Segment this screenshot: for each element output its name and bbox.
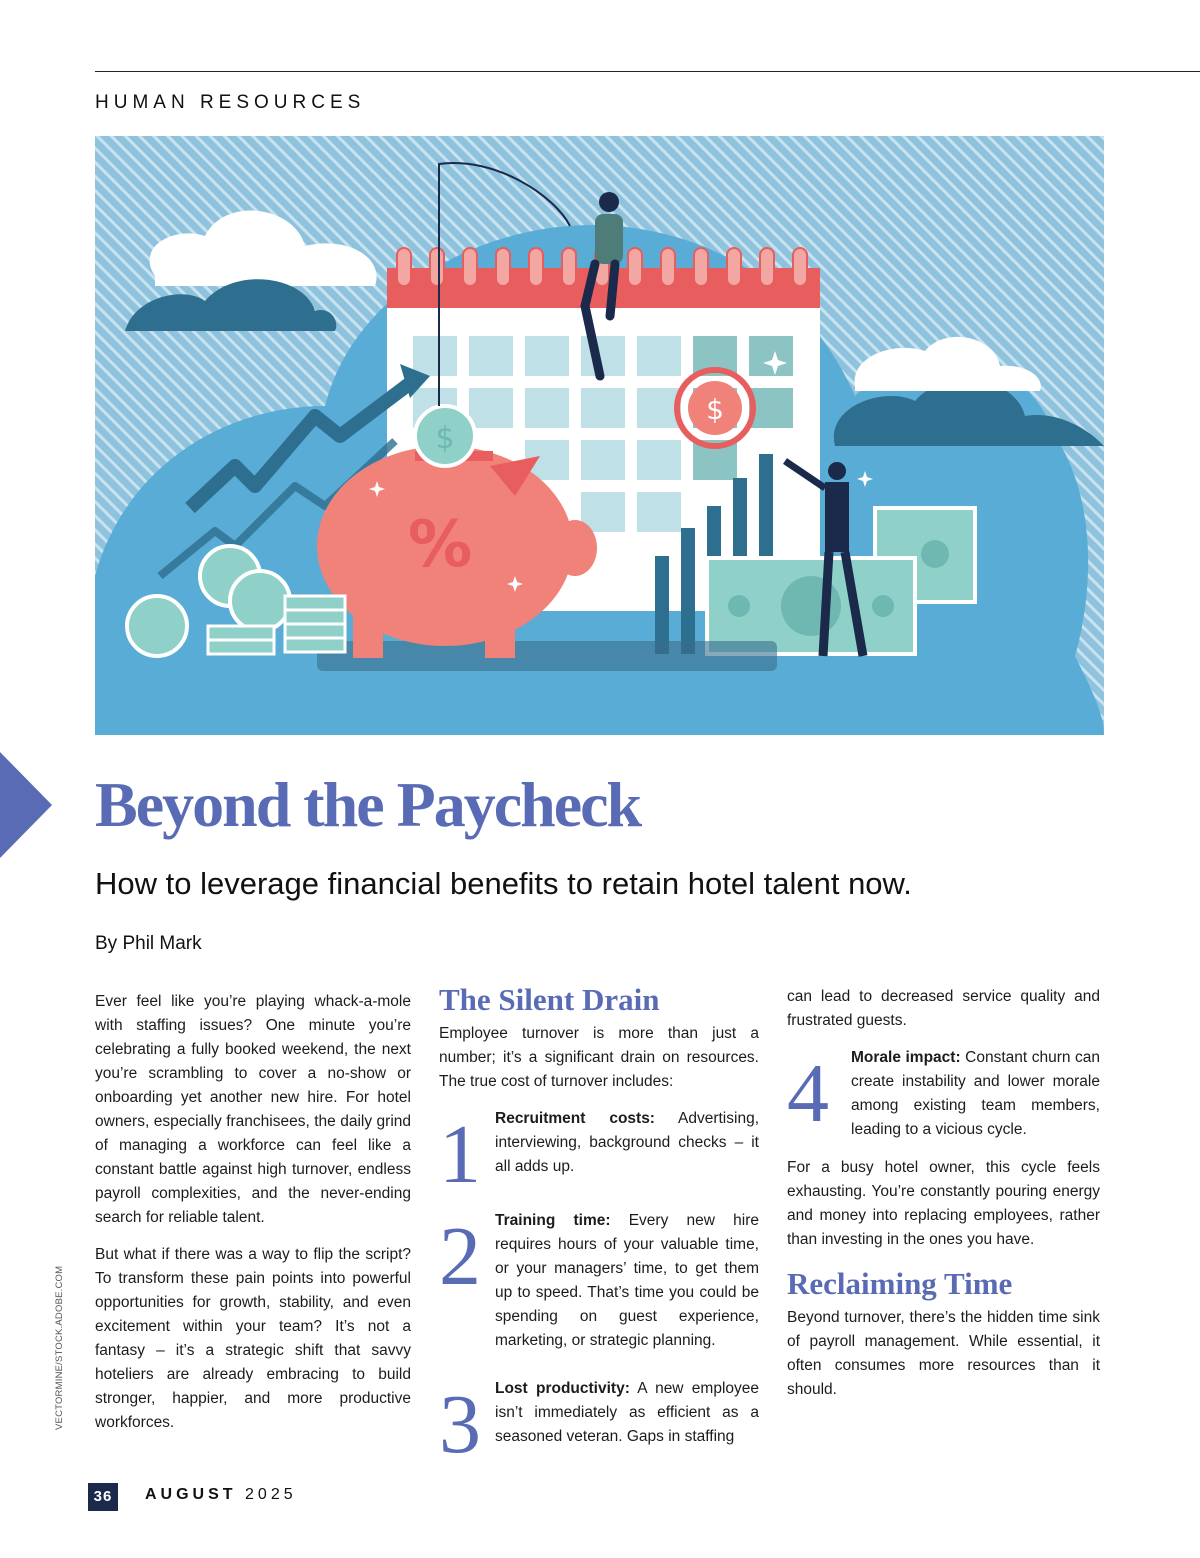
photo-credit: VECTORMINE/STOCK.ADOBE.COM <box>54 1265 65 1430</box>
article-title: Beyond the Paycheck <box>95 769 641 840</box>
section-label: HUMAN RESOURCES <box>95 92 366 113</box>
paragraph: But what if there was a way to flip the script? To transform these pain points into powerful opportunities for growth, stability, and even excitement within your team? It’s not a fantasy – it’s a strategic shift that savvy hoteliers are already embracing to build stronger, happier, and more productive workforces. <box>95 1246 411 1431</box>
item-body: Advertising, interviewing, background checks – it all adds up. <box>495 1110 759 1175</box>
svg-text:$: $ <box>435 421 455 456</box>
item-lead: Morale impact: <box>851 1049 961 1066</box>
item-text <box>851 1046 1100 1142</box>
column-1 <box>95 990 411 1448</box>
item-text <box>495 1209 759 1353</box>
article-subtitle: How to leverage financial benefits to retain hotel talent now. <box>95 866 912 901</box>
issue-date <box>145 1486 297 1504</box>
item-body: A new employee isn’t immediately as efficient as a seasoned veteran. Gaps in staffing <box>495 1380 759 1445</box>
svg-text:%: % <box>407 508 473 582</box>
side-arrow-marker <box>0 752 52 858</box>
item-body: Constant churn can create instability and lower morale among existing team members, leading to a vicious cycle. <box>851 1049 1100 1138</box>
item-text <box>495 1377 759 1449</box>
issue-year: 2025 <box>245 1486 297 1503</box>
paragraph: Beyond turnover, there’s the hidden time sink of payroll management. While essential, it often consumes more resources than it should. <box>787 1309 1100 1398</box>
column-3 <box>787 985 1100 1415</box>
item-lead: Recruitment costs: <box>495 1110 655 1127</box>
svg-text:$: $ <box>706 393 724 426</box>
byline: By Phil Mark <box>95 933 202 954</box>
item-number: 2 <box>439 1210 481 1303</box>
page-number: 36 <box>88 1483 118 1511</box>
hero-illustration <box>95 136 1104 735</box>
item-lead: Training time: <box>495 1212 611 1229</box>
paragraph: Employee turnover is more than just a number; it’s a significant drain on resources. The true cost of turnover includes: <box>439 1025 759 1090</box>
column-2 <box>439 982 759 1479</box>
item-body: Every new hire requires hours of your valuable time, or your managers’ time, to get them up to speed. That’s time you could be spending on guest experience, marketing, or strategic planning. <box>495 1212 759 1349</box>
paragraph: For a busy hotel owner, this cycle feels exhausting. You’re constantly pouring energy and money into replacing employees, rather than investing in the ones you have. <box>787 1159 1100 1248</box>
issue-month: AUGUST <box>145 1486 237 1503</box>
top-rule <box>95 71 1200 72</box>
paragraph: can lead to decreased service quality and frustrated guests. <box>787 988 1100 1029</box>
item-number: 4 <box>787 1047 829 1140</box>
paragraph: Ever feel like you’re playing whack-a-mole with staffing issues? One minute you’re celebrating a fully booked weekend, the next you’re scrambling to cover a no-show or onboarding yet another new hire. For hotel owners, especially franchisees, the daily grind of managing a workforce can feel like a constant battle against high turnover, endless payroll complexities, and the never-ending search for reliable talent. <box>95 993 411 1226</box>
list-item <box>439 1107 759 1201</box>
item-number: 3 <box>439 1378 481 1471</box>
subhead-reclaiming-time: Reclaiming Time <box>787 1266 1013 1301</box>
list-item <box>787 1046 1100 1142</box>
item-text <box>495 1107 759 1179</box>
list-item <box>439 1377 759 1471</box>
list-item <box>439 1209 759 1353</box>
item-lead: Lost productivity: <box>495 1380 630 1397</box>
item-number: 1 <box>439 1108 481 1201</box>
subhead-silent-drain: The Silent Drain <box>439 982 660 1017</box>
